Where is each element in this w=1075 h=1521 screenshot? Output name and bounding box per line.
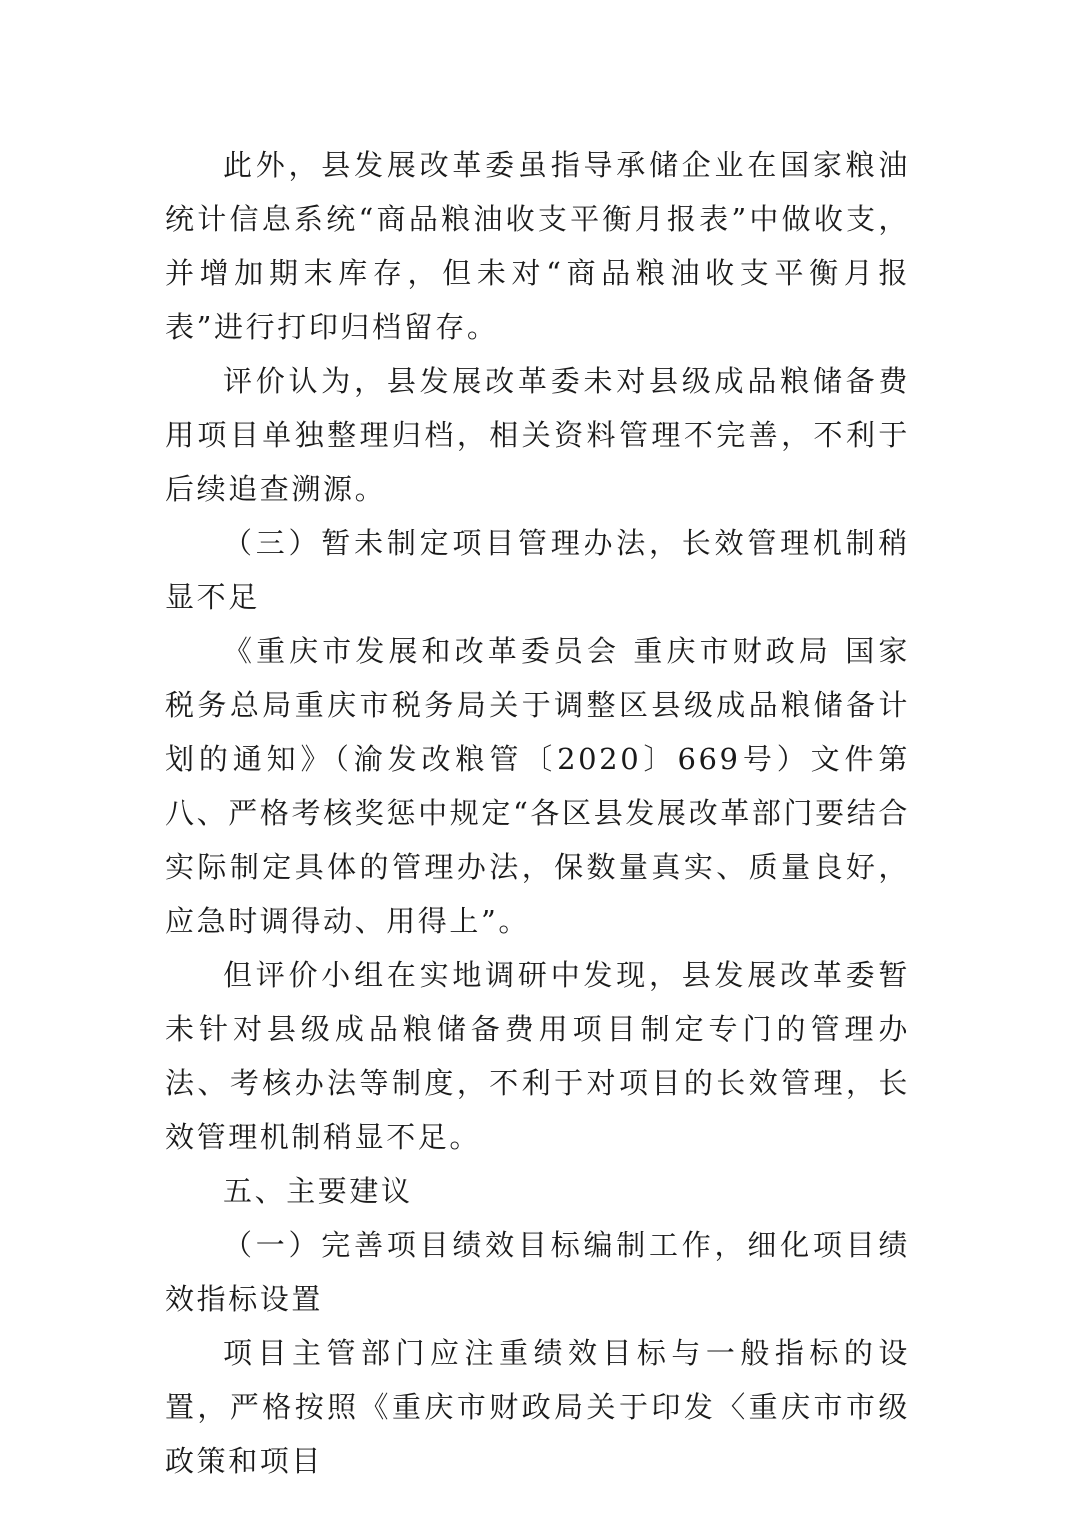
section-heading-3: （三）暂未制定项目管理办法，长效管理机制稍显不足 xyxy=(165,526,910,614)
document-body xyxy=(165,138,910,1488)
paragraph-notice-citation: 《重庆市发展和改革委员会 重庆市财政局 国家税务总局重庆市税务局关于调整区县级成品粮储备计划的通知》（渝发改粮管〔2020〕669号）文件第八、严格考核奖惩中规定“各区县发展改革部门要结合实际制定具体的管理办法，保数量真实、质量良好，应急时调得动、用得上”。 xyxy=(165,634,910,938)
paragraph-evaluation-conclusion: 评价认为，县发展改革委未对县级成品粮储备费用项目单独整理归档，相关资料管理不完善，不利于后续追查溯源。 xyxy=(165,364,910,506)
paragraph-archive-note: 此外，县发展改革委虽指导承储企业在国家粮油统计信息系统“商品粮油收支平衡月报表”中做收支，并增加期末库存，但未对“商品粮油收支平衡月报表”进行打印归档留存。 xyxy=(165,148,910,344)
chapter-heading-5: 五、主要建议 xyxy=(223,1174,413,1208)
paragraph-field-finding: 但评价小组在实地调研中发现，县发展改革委暂未针对县级成品粮储备费用项目制定专门的管理办法、考核办法等制度，不利于对项目的长效管理，长效管理机制稍显不足。 xyxy=(165,958,910,1154)
section-heading-1: （一）完善项目绩效目标编制工作，细化项目绩效指标设置 xyxy=(165,1228,910,1316)
paragraph-recommendation: 项目主管部门应注重绩效目标与一般指标的设置，严格按照《重庆市财政局关于印发〈重庆市市级政策和项目 xyxy=(165,1336,910,1478)
